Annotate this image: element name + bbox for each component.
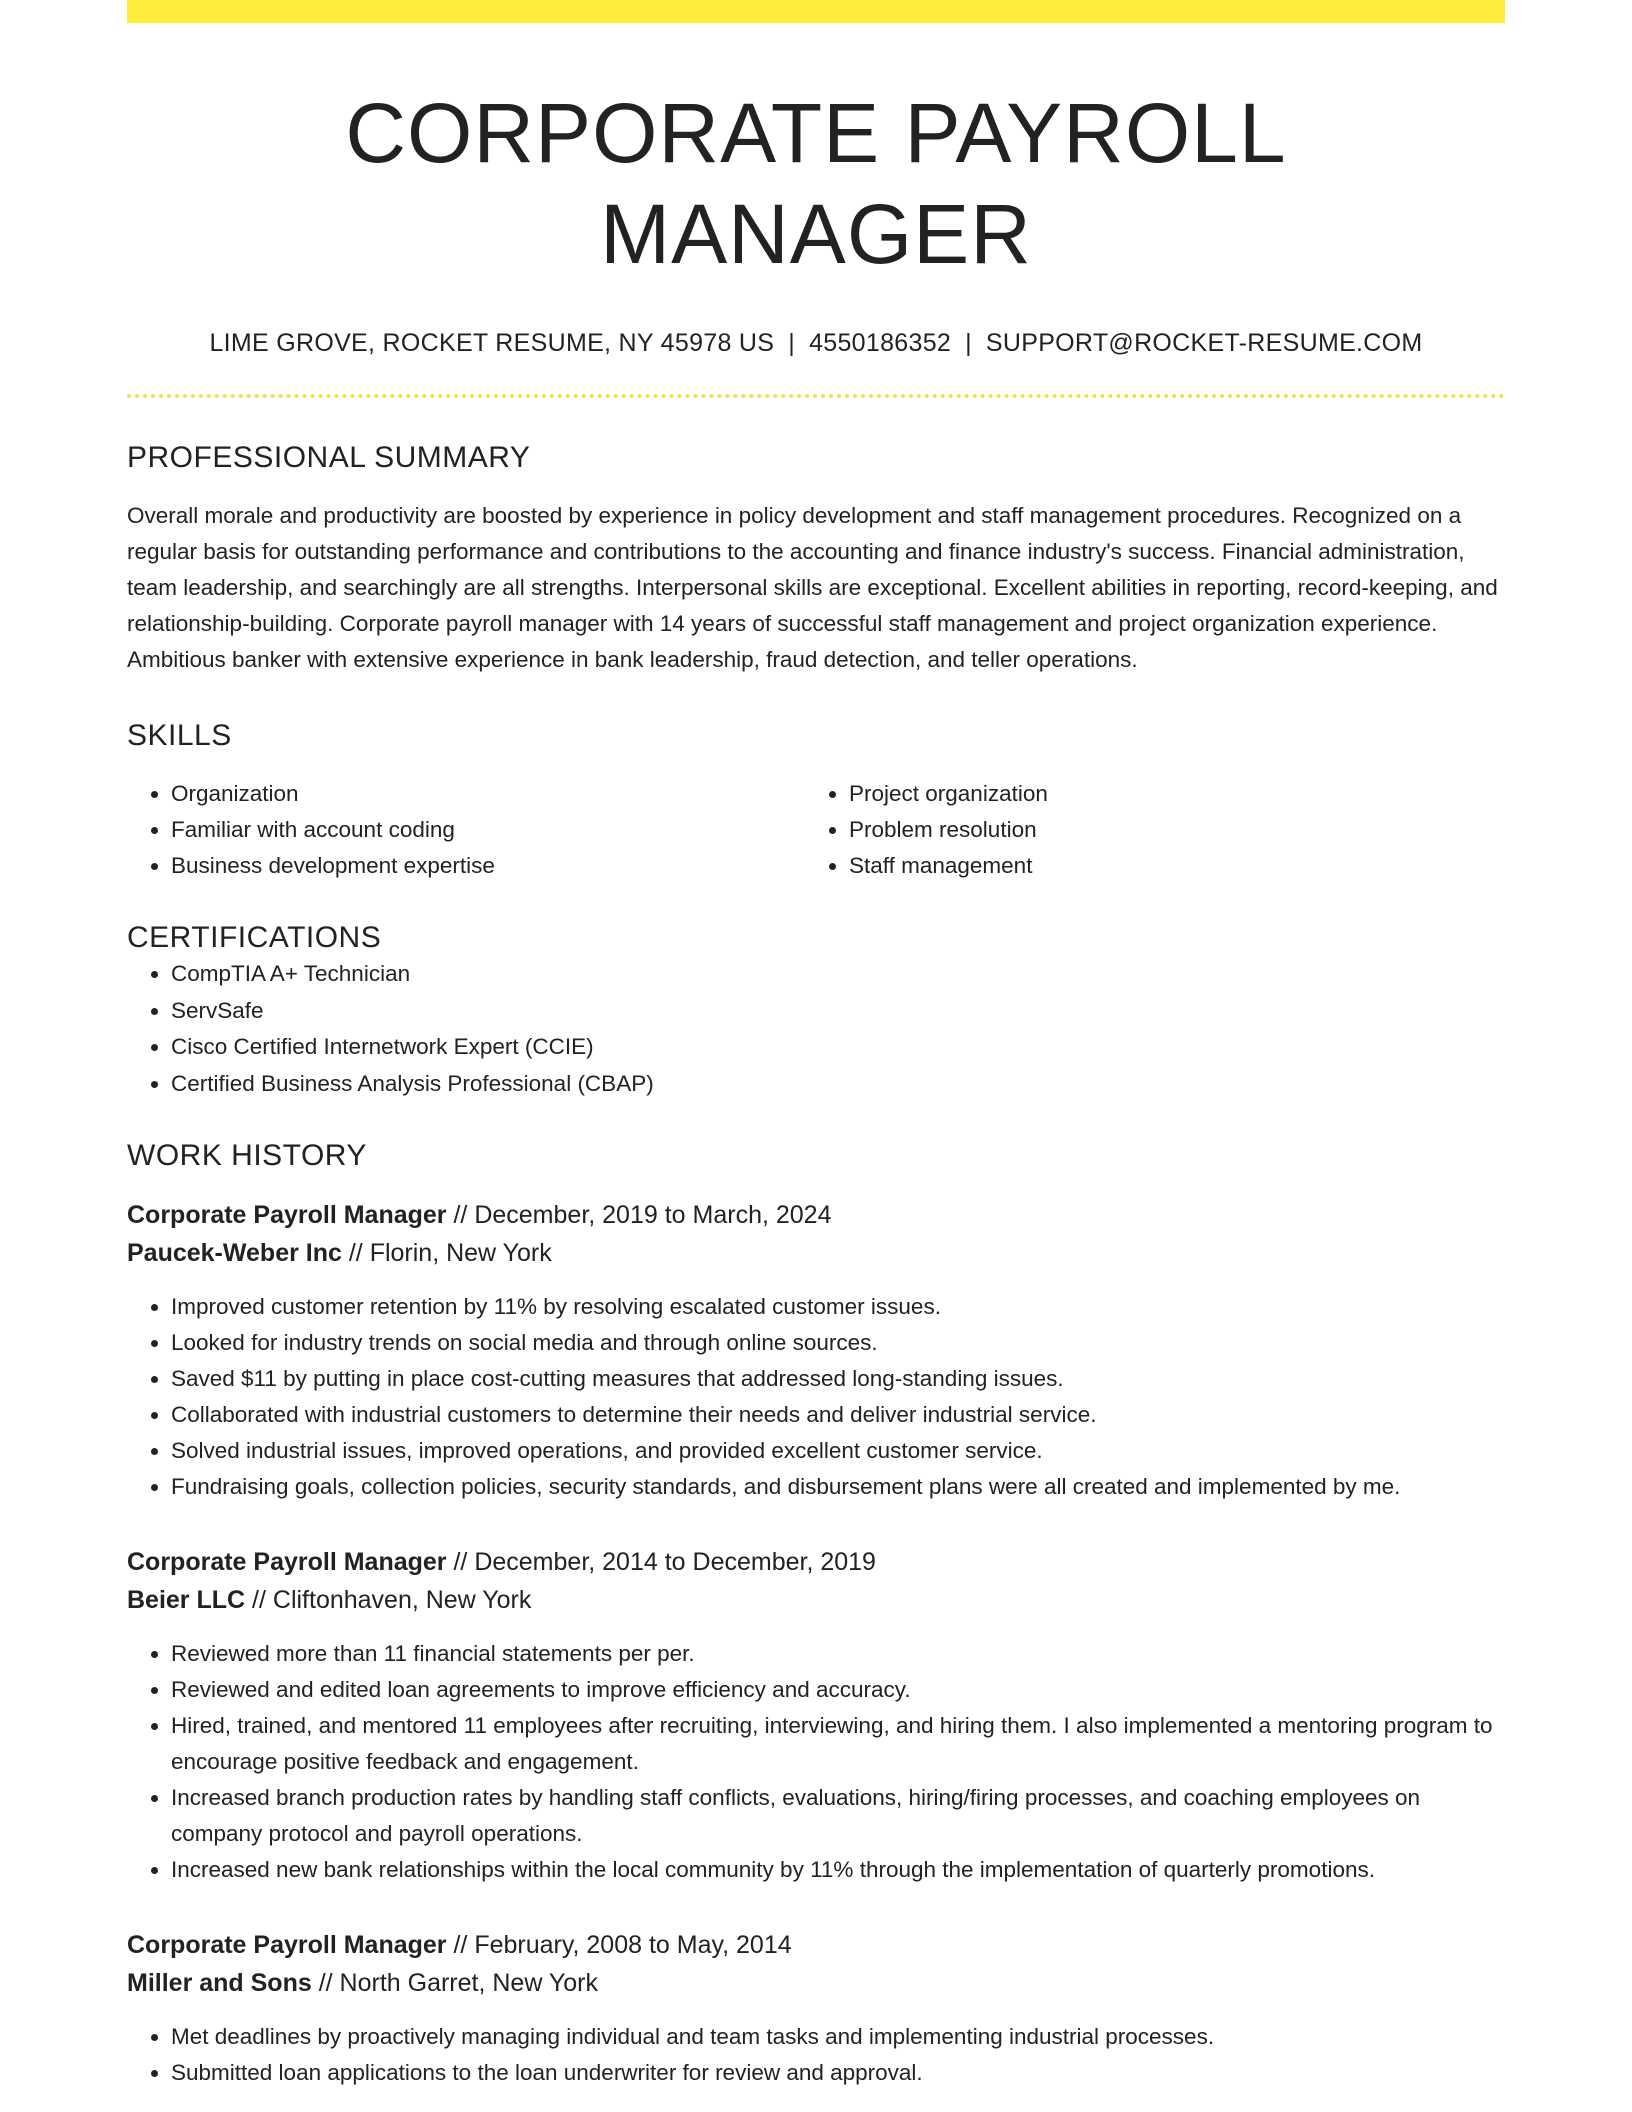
job-bullets	[127, 1289, 1505, 1505]
job-entry	[127, 1196, 1505, 1505]
skill-item: • Project organization	[849, 776, 1483, 812]
skill-item: • Staff management	[849, 848, 1483, 884]
job-bullet: • Increased new bank relationships within the local community by 11% through the implementation of quarterly promotions.	[171, 1852, 1505, 1888]
job-location: // Cliftonhaven, New York	[252, 1586, 532, 1615]
job-bullets	[127, 2019, 1505, 2091]
skill-item: • Business development expertise	[171, 848, 805, 884]
job-title-line	[127, 1926, 1505, 1964]
job-entry	[127, 1926, 1505, 2091]
job-title-line	[127, 1543, 1505, 1581]
skill-item: • Organization	[171, 776, 805, 812]
page-title: CORPORATE PAYROLL MANAGER	[345, 86, 1287, 281]
job-bullet: • Hired, trained, and mentored 11 employees after recruiting, interviewing, and hiring them. I also implemented a mentoring program to encourage positive feedback and engagement.	[171, 1708, 1505, 1780]
job-dates: // December, 2014 to December, 2019	[453, 1548, 876, 1577]
job-company: Miller and Sons	[127, 1969, 312, 1998]
resume-page	[127, 0, 1505, 2091]
skills-column-right	[805, 776, 1483, 884]
skill-item: • Problem resolution	[849, 812, 1483, 848]
skills-list	[127, 776, 1505, 884]
job-bullet: • Collaborated with industrial customers to determine their needs and deliver industrial service.	[171, 1397, 1505, 1433]
job-location: // Florin, New York	[348, 1239, 552, 1268]
summary-heading: PROFESSIONAL SUMMARY	[127, 441, 531, 475]
job-bullet: • Increased branch production rates by handling staff conflicts, evaluations, hiring/firing processes, and coaching employees on company protocol and payroll operations.	[171, 1780, 1505, 1852]
work-history-heading: WORK HISTORY	[127, 1139, 367, 1173]
certification-item: • ServSafe	[171, 993, 1505, 1030]
job-company-line	[127, 1581, 1505, 1619]
job-bullet: • Fundraising goals, collection policies, security standards, and disbursement plans were all created and implemented by me.	[171, 1469, 1505, 1505]
certification-item: • Cisco Certified Internetwork Expert (CCIE)	[171, 1029, 1505, 1066]
job-dates: // December, 2019 to March, 2024	[453, 1201, 832, 1230]
job-role: Corporate Payroll Manager	[127, 1201, 447, 1230]
skills-column-left	[127, 776, 805, 884]
certifications-heading: CERTIFICATIONS	[127, 921, 382, 955]
contact-separator: |	[965, 328, 972, 357]
job-company: Paucek-Weber Inc	[127, 1239, 342, 1268]
contact-line	[127, 327, 1505, 360]
skill-item: • Familiar with account coding	[171, 812, 805, 848]
contact-phone: 4550186352	[809, 328, 952, 357]
job-location: // North Garret, New York	[318, 1969, 598, 1998]
certification-item: • Certified Business Analysis Professional (CBAP)	[171, 1066, 1505, 1103]
header-divider	[127, 394, 1505, 398]
job-company: Beier LLC	[127, 1586, 246, 1615]
skills-heading: SKILLS	[127, 719, 232, 753]
contact-address: LIME GROVE, ROCKET RESUME, NY 45978 US	[209, 328, 775, 357]
contact-email: SUPPORT@ROCKET-RESUME.COM	[985, 328, 1423, 357]
job-role: Corporate Payroll Manager	[127, 1548, 447, 1577]
job-bullet: • Improved customer retention by 11% by resolving escalated customer issues.	[171, 1289, 1505, 1325]
certifications-list	[127, 956, 1505, 1102]
job-bullet: • Met deadlines by proactively managing individual and team tasks and implementing industrial processes.	[171, 2019, 1505, 2055]
job-bullet: • Reviewed more than 11 financial statements per per.	[171, 1636, 1505, 1672]
job-bullet: • Looked for industry trends on social media and through online sources.	[171, 1325, 1505, 1361]
job-bullet: • Saved $11 by putting in place cost-cutting measures that addressed long-standing issues.	[171, 1361, 1505, 1397]
job-bullet: • Solved industrial issues, improved operations, and provided excellent customer service.	[171, 1433, 1505, 1469]
job-bullet: • Submitted loan applications to the loan underwriter for review and approval.	[171, 2055, 1505, 2091]
job-title-line	[127, 1196, 1505, 1234]
top-accent-bar	[127, 0, 1505, 23]
job-dates: // February, 2008 to May, 2014	[453, 1931, 792, 1960]
job-role: Corporate Payroll Manager	[127, 1931, 447, 1960]
job-entry	[127, 1543, 1505, 1888]
job-bullets	[127, 1636, 1505, 1888]
job-company-line	[127, 1234, 1505, 1272]
certification-item: • CompTIA A+ Technician	[171, 956, 1505, 993]
job-company-line	[127, 1964, 1505, 2002]
job-bullet: • Reviewed and edited loan agreements to improve efficiency and accuracy.	[171, 1672, 1505, 1708]
summary-text: Overall morale and productivity are boosted by experience in policy development and staff management procedures. Recognized on a regular basis for outstanding performance and contributions to the accounting and finance industry's success. Financial administration, team leadership, and searchingly are all strengths. Interpersonal skills are exceptional. Excellent abilities in reporting, record-keeping, and relationship-building. Corporate payroll manager with 14 years of successful staff management and project organization experience. Ambitious banker with extensive experience in bank leadership, fraud detection, and teller operations.	[127, 503, 1498, 673]
contact-separator: |	[788, 328, 796, 357]
